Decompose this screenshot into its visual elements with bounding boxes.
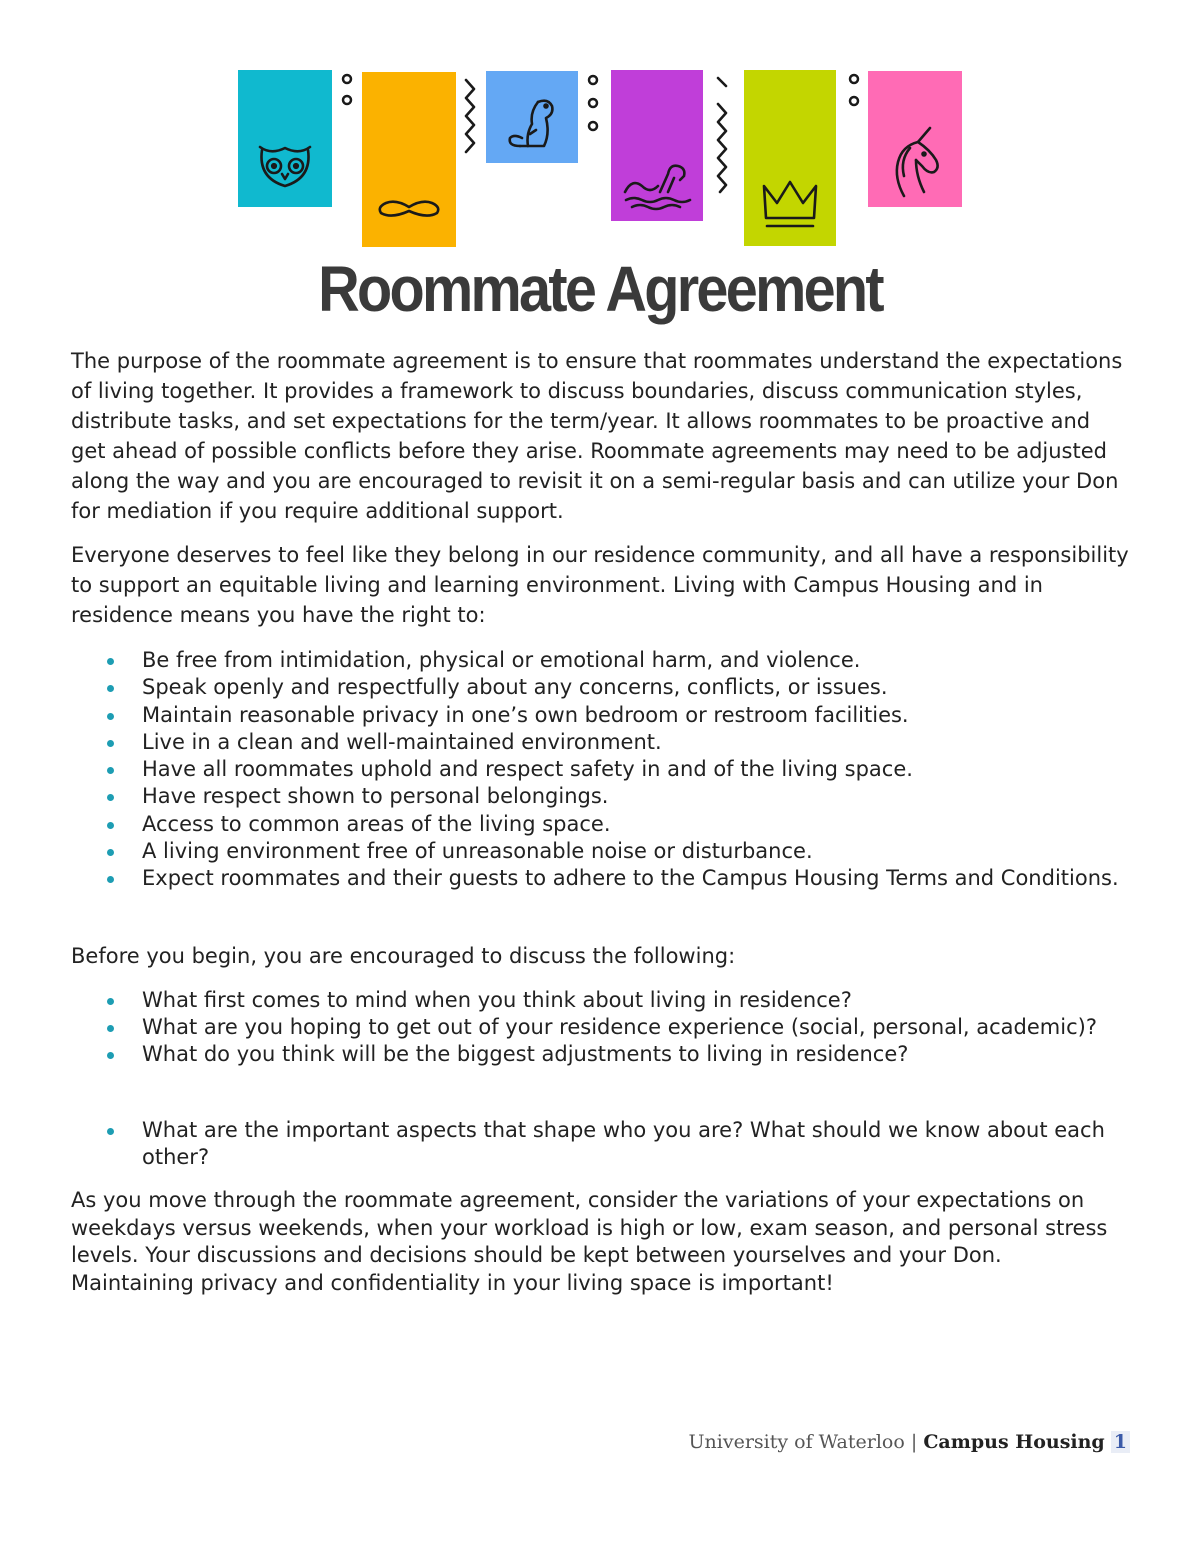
- list-item: Maintain reasonable privacy in one’s own bedroom or restroom facilities.: [71, 702, 1131, 729]
- dots-divider: [343, 75, 351, 104]
- dots-divider: [850, 75, 858, 105]
- list-item: A living environment free of unreasonable noise or disturbance.: [71, 838, 1131, 865]
- dots-divider: [589, 76, 597, 130]
- pink-block: [868, 71, 962, 207]
- list-item: Live in a clean and well-maintained environment.: [71, 729, 1131, 756]
- lime-block: [744, 70, 836, 246]
- rights-intro-paragraph: Everyone deserves to feel like they belong in our residence community, and all have a responsibility to support an equitable living and learning environment. Living with Campus Housing and in residence means you have the right to:: [71, 543, 1129, 627]
- zigzag-divider: [466, 80, 474, 152]
- document-body: [71, 346, 1131, 1297]
- footer-dept: Campus Housing: [923, 1431, 1105, 1453]
- rights-list: [71, 647, 1131, 893]
- list-item: Have respect shown to personal belongings.: [71, 783, 1131, 810]
- page-number: 1: [1111, 1431, 1130, 1453]
- list-item: Access to common areas of the living space.: [71, 811, 1131, 838]
- before-begin-paragraph: Before you begin, you are encouraged to discuss the following:: [71, 943, 736, 968]
- list-item: Expect roommates and their guests to adhere to the Campus Housing Terms and Conditions.: [71, 865, 1131, 892]
- footer-separator: |: [910, 1431, 918, 1453]
- footer-org: University of Waterloo: [688, 1431, 905, 1453]
- list-item: Have all roommates uphold and respect safety in and of the living space.: [71, 756, 1131, 783]
- page-footer: [689, 1431, 1130, 1453]
- list-item: What first comes to mind when you think about living in residence?: [71, 987, 1131, 1014]
- intro-paragraph: The purpose of the roommate agreement is to ensure that roommates understand the expectations of living together. It provides a framework to discuss boundaries, discuss communication styles, distribute tasks, and set expectations for the term/year. It allows roommates to be proactive and get ahead of possible conflicts before they arise. Roommate agreements may need to be adjusted along the way and you are encouraged to revisit it on a semi-regular basis and can utilize your Don for mediation if you require additional support.: [71, 349, 1123, 523]
- orange-block: [362, 72, 456, 247]
- list-item: What are you hoping to get out of your residence experience (social, personal, academic)?: [71, 1014, 1131, 1041]
- purple-block: [611, 70, 703, 221]
- list-item: What are the important aspects that shape who you are? What should we know about each other?: [71, 1117, 1131, 1172]
- questions-list: [71, 987, 1131, 1171]
- zigzag-divider: [718, 78, 726, 192]
- page-title: Roommate Agreement: [318, 253, 882, 325]
- closing-paragraph: As you move through the roommate agreement, consider the variations of your expectations on weekdays versus weekends, when your workload is high or low, exam season, and personal stress levels. Your discussions and decisions should be kept between yourselves and your Don. Maintaining privacy and confidentiality in your living space is important!: [71, 1188, 1108, 1295]
- list-item: What do you think will be the biggest adjustments to living in residence?: [71, 1041, 1131, 1068]
- list-item: Speak openly and respectfully about any concerns, conflicts, or issues.: [71, 674, 1131, 701]
- list-item: Be free from intimidation, physical or emotional harm, and violence.: [71, 647, 1131, 674]
